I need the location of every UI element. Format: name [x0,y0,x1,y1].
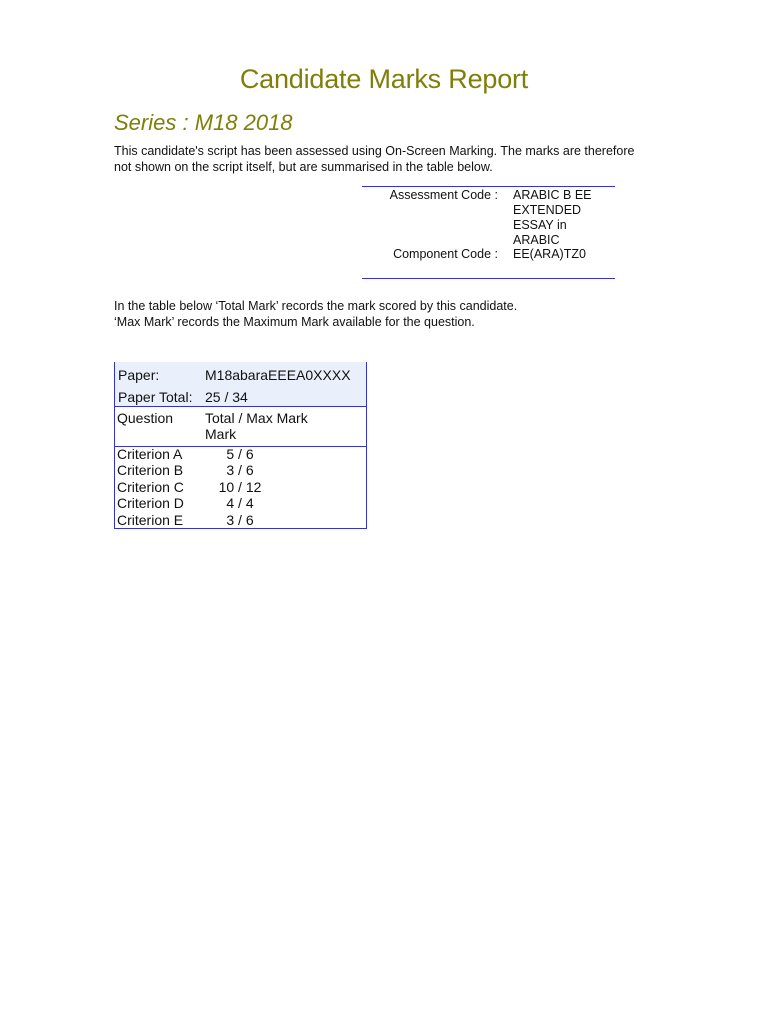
component-code-label: Component Code : [393,247,498,261]
column-header-question: Question [117,410,174,426]
criterion-name: Criterion E [117,512,184,528]
paper-total-value: 25 / 34 [205,389,248,405]
paper-total-label: Paper Total: [118,389,193,405]
criterion-score: 4 / 4 [226,495,254,511]
table-row [117,495,364,511]
marks-table [114,362,367,529]
criterion-name: Criterion A [117,446,183,462]
criterion-name: Criterion B [117,462,184,478]
paper-label: Paper: [118,367,160,383]
paper-value: M18abaraEEEA0XXXX [205,367,351,383]
criterion-score: 3 / 6 [226,512,254,528]
component-code-value: EE(ARA)TZ0 [513,247,586,261]
criterion-name: Criterion C [117,479,184,495]
series-heading: Series : M18 2018 [114,110,293,135]
assessment-code-value: ARABIC B EE EXTENDED ESSAY in ARABIC [513,188,592,247]
table-note [114,298,517,330]
table-row [117,479,364,495]
criterion-name: Criterion D [117,495,184,511]
criterion-score: 5 / 6 [226,446,254,462]
intro-paragraph: This candidate's script has been assessed using On-Screen Marking. The marks are therefore not shown on the script itself, but are summarised in the table below. [114,144,635,174]
page-title: Candidate Marks Report [239,64,529,94]
table-note-line-2: ‘Max Mark’ records the Maximum Mark available for the question. [114,315,475,329]
column-header-total-max: Total / Max Mark [205,410,308,426]
codes-block [362,186,615,279]
table-divider [115,406,366,407]
table-row [117,512,364,528]
criterion-score: 10 / 12 [218,479,262,495]
column-header-mark: Mark [205,426,237,442]
table-row [117,446,364,462]
criterion-score: 3 / 6 [226,462,254,478]
table-note-line-1: In the table below ‘Total Mark’ records the mark scored by this candidate. [114,299,518,313]
assessment-code-label: Assessment Code : [389,188,498,202]
table-row [117,462,364,478]
